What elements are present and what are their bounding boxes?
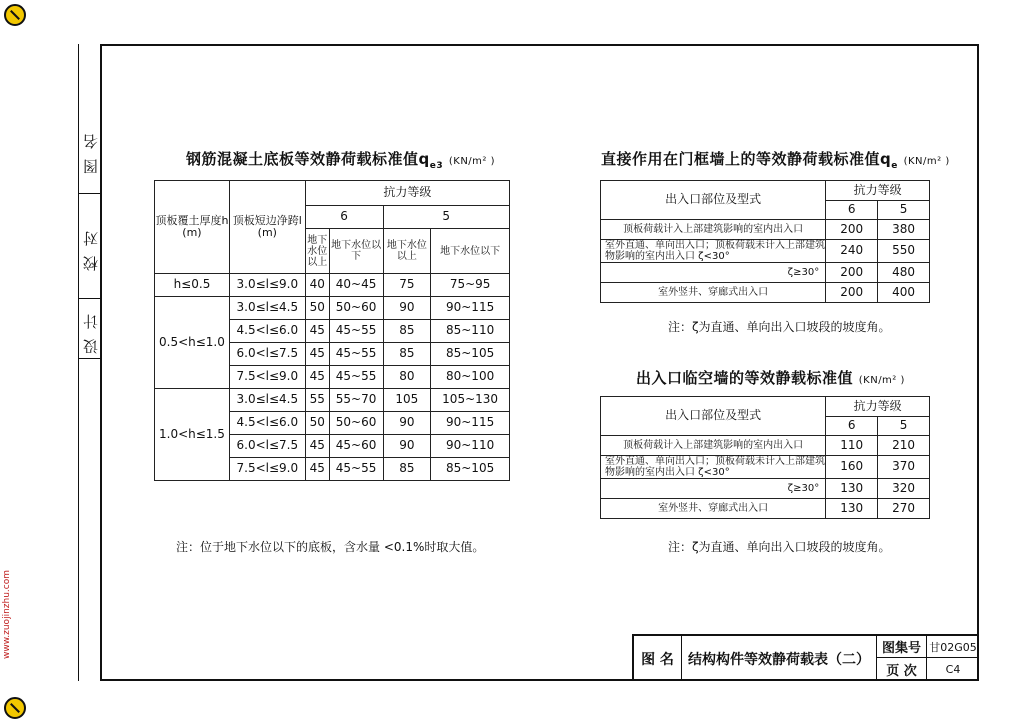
table3-title <box>636 367 905 388</box>
t3-cell: 370 <box>878 456 930 479</box>
t1-sub-header: 地下水位以上 <box>383 229 431 274</box>
t1-cell: 90~115 <box>431 297 510 320</box>
t2-row-label: ζ≥30° <box>601 263 826 283</box>
t2-col1-header: 出入口部位及型式 <box>601 181 826 220</box>
title-block <box>632 634 979 681</box>
table3-title-text: 出入口临空墙的等效静载标准值 <box>636 369 854 387</box>
table-row <box>155 274 510 297</box>
t2-cell: 380 <box>878 220 930 240</box>
t3-cell: 270 <box>878 499 930 519</box>
t1-cell: 75~95 <box>431 274 510 297</box>
t1-cell-h: 1.0<h≤1.5 <box>155 389 230 481</box>
t1-level6: 6 <box>305 206 383 229</box>
t1-cell: 45~55 <box>329 320 383 343</box>
table-row <box>601 220 930 240</box>
sidebar-label-check: 校对 <box>81 221 100 271</box>
t1-cell-l: 7.5<l≤9.0 <box>229 458 305 481</box>
t1-cell-l: 6.0<l≤7.5 <box>229 435 305 458</box>
table-row <box>155 389 510 412</box>
table1-unit: (KN/m² ) <box>448 156 495 167</box>
sidebar-cell-check <box>79 194 101 299</box>
t3-row-label: ζ≥30° <box>601 479 826 499</box>
t2-cell: 240 <box>826 240 878 263</box>
t1-cell: 80 <box>383 366 431 389</box>
t1-cell-l: 3.0≤l≤4.5 <box>229 297 305 320</box>
logo-top-icon <box>4 4 26 26</box>
t1-cell: 45~60 <box>329 435 383 458</box>
tb-atlas-no: 甘02G05 <box>927 636 979 658</box>
t3-group-header: 抗力等级 <box>826 397 930 417</box>
table1-title-text: 钢筋混凝土底板等效静荷载标准值q <box>186 150 430 168</box>
logo-bottom-icon <box>4 697 26 719</box>
t1-cell: 50~60 <box>329 412 383 435</box>
t2-level5: 5 <box>878 200 930 220</box>
table-row <box>601 436 930 456</box>
t1-cell: 45 <box>305 458 329 481</box>
t1-cell: 90 <box>383 435 431 458</box>
tb-label-page: 页 次 <box>877 658 927 681</box>
t1-cell: 45~55 <box>329 366 383 389</box>
table1 <box>154 180 510 481</box>
t1-cell: 105 <box>383 389 431 412</box>
t1-cell: 50~60 <box>329 297 383 320</box>
t2-level6: 6 <box>826 200 878 220</box>
t1-cell: 40~45 <box>329 274 383 297</box>
table3-note: 注：ζ为直通、单向出入口坡段的坡度角。 <box>668 540 891 554</box>
t3-col1-header: 出入口部位及型式 <box>601 397 826 436</box>
tb-drawing-name: 结构构件等效静荷载表（二） <box>682 636 877 681</box>
t1-cell-l: 6.0<l≤7.5 <box>229 343 305 366</box>
table2-title <box>601 148 950 171</box>
t2-cell: 200 <box>826 263 878 283</box>
t1-cell-h: h≤0.5 <box>155 274 230 297</box>
table2-note: 注：ζ为直通、单向出入口坡段的坡度角。 <box>668 320 891 334</box>
t1-cell: 55~70 <box>329 389 383 412</box>
t1-cell: 80~100 <box>431 366 510 389</box>
t3-cell: 110 <box>826 436 878 456</box>
table3 <box>600 396 930 519</box>
sidebar-cell-design <box>79 299 101 359</box>
table2-title-text: 直接作用在门框墙上的等效静荷载标准值q <box>601 150 892 168</box>
t1-cell: 45 <box>305 343 329 366</box>
t2-row-label: 顶板荷载计入上部建筑影响的室内出入口 <box>601 220 826 240</box>
signature-column <box>78 44 100 681</box>
t1-cell-l: 4.5<l≤6.0 <box>229 320 305 343</box>
t3-level5: 5 <box>878 416 930 436</box>
table2-unit: (KN/m² ) <box>903 156 950 167</box>
t3-row-label: 室外直通、单向出入口；顶板荷载未计入上部建筑物影响的室内出入口 ζ<30° <box>601 456 826 479</box>
table-row <box>601 240 930 263</box>
table1-note: 注：位于地下水位以下的底板，含水量 <0.1%时取大值。 <box>176 540 485 554</box>
t1-cell: 90 <box>383 412 431 435</box>
t1-col1-header: 顶板覆土厚度h (m) <box>155 181 230 274</box>
t1-cell: 50 <box>305 297 329 320</box>
table-row <box>155 297 510 320</box>
tb-page-no: C4 <box>945 663 961 676</box>
t2-cell: 200 <box>826 220 878 240</box>
t1-cell-h: 0.5<h≤1.0 <box>155 297 230 389</box>
t1-cell: 85~105 <box>431 458 510 481</box>
table2-title-sub: e <box>891 161 898 171</box>
t1-cell-l: 3.0≤l≤4.5 <box>229 389 305 412</box>
table-row <box>601 283 930 303</box>
t1-cell: 85~110 <box>431 320 510 343</box>
table-row <box>601 456 930 479</box>
t1-sub-header: 地下水位以下 <box>431 229 510 274</box>
table-row <box>601 263 930 283</box>
t3-cell: 130 <box>826 479 878 499</box>
tb-label-atlas: 图集号 <box>877 636 927 658</box>
t3-level6: 6 <box>826 416 878 436</box>
t1-cell: 40 <box>305 274 329 297</box>
t1-cell: 85 <box>383 320 431 343</box>
tb-label-name: 图 名 <box>634 636 682 681</box>
table1-title-sub: e3 <box>429 161 444 171</box>
t2-cell: 480 <box>878 263 930 283</box>
t1-sub-header: 地下水位以下 <box>329 229 383 274</box>
sidebar-label-design: 设计 <box>81 303 100 354</box>
t2-row-label: 室外直通、单向出入口；顶板荷载未计入上部建筑物影响的室内出入口 ζ<30° <box>601 240 826 263</box>
t1-cell: 75 <box>383 274 431 297</box>
t1-cell: 90~115 <box>431 412 510 435</box>
t2-group-header: 抗力等级 <box>826 181 930 201</box>
t1-cell: 45~55 <box>329 343 383 366</box>
t1-cell: 85 <box>383 458 431 481</box>
t1-cell: 45~55 <box>329 458 383 481</box>
t1-cell: 90~110 <box>431 435 510 458</box>
t1-cell-l: 4.5<l≤6.0 <box>229 412 305 435</box>
sidebar-cell-name <box>79 104 101 194</box>
t1-level5: 5 <box>383 206 510 229</box>
t1-cell: 45 <box>305 435 329 458</box>
t3-cell: 160 <box>826 456 878 479</box>
t1-col2-header: 顶板短边净跨l (m) <box>229 181 305 274</box>
table3-unit: (KN/m² ) <box>858 375 905 386</box>
sidebar-label-name: 图名 <box>81 123 100 174</box>
t1-cell: 90 <box>383 297 431 320</box>
watermark: www.zuojinzhu.com <box>2 570 12 659</box>
t1-cell: 45 <box>305 320 329 343</box>
t2-cell: 200 <box>826 283 878 303</box>
t1-cell: 55 <box>305 389 329 412</box>
table-row <box>601 479 930 499</box>
t1-cell: 85~105 <box>431 343 510 366</box>
t1-cell-l: 7.5<l≤9.0 <box>229 366 305 389</box>
t2-cell: 400 <box>878 283 930 303</box>
table-row <box>601 499 930 519</box>
t3-cell: 320 <box>878 479 930 499</box>
t3-row-label: 顶板荷载计入上部建筑影响的室内出入口 <box>601 436 826 456</box>
t2-row-label: 室外竖井、穿廊式出入口 <box>601 283 826 303</box>
t1-cell: 45 <box>305 366 329 389</box>
t1-cell: 50 <box>305 412 329 435</box>
table1-title <box>186 148 495 171</box>
t1-cell: 105~130 <box>431 389 510 412</box>
t3-row-label: 室外竖井、穿廊式出入口 <box>601 499 826 519</box>
t3-cell: 130 <box>826 499 878 519</box>
t1-cell-l: 3.0≤l≤9.0 <box>229 274 305 297</box>
t1-group-header: 抗力等级 <box>305 181 509 206</box>
t1-cell: 85 <box>383 343 431 366</box>
t2-cell: 550 <box>878 240 930 263</box>
t3-cell: 210 <box>878 436 930 456</box>
t1-sub-header: 地下水位以上 <box>305 229 329 274</box>
table2 <box>600 180 930 303</box>
